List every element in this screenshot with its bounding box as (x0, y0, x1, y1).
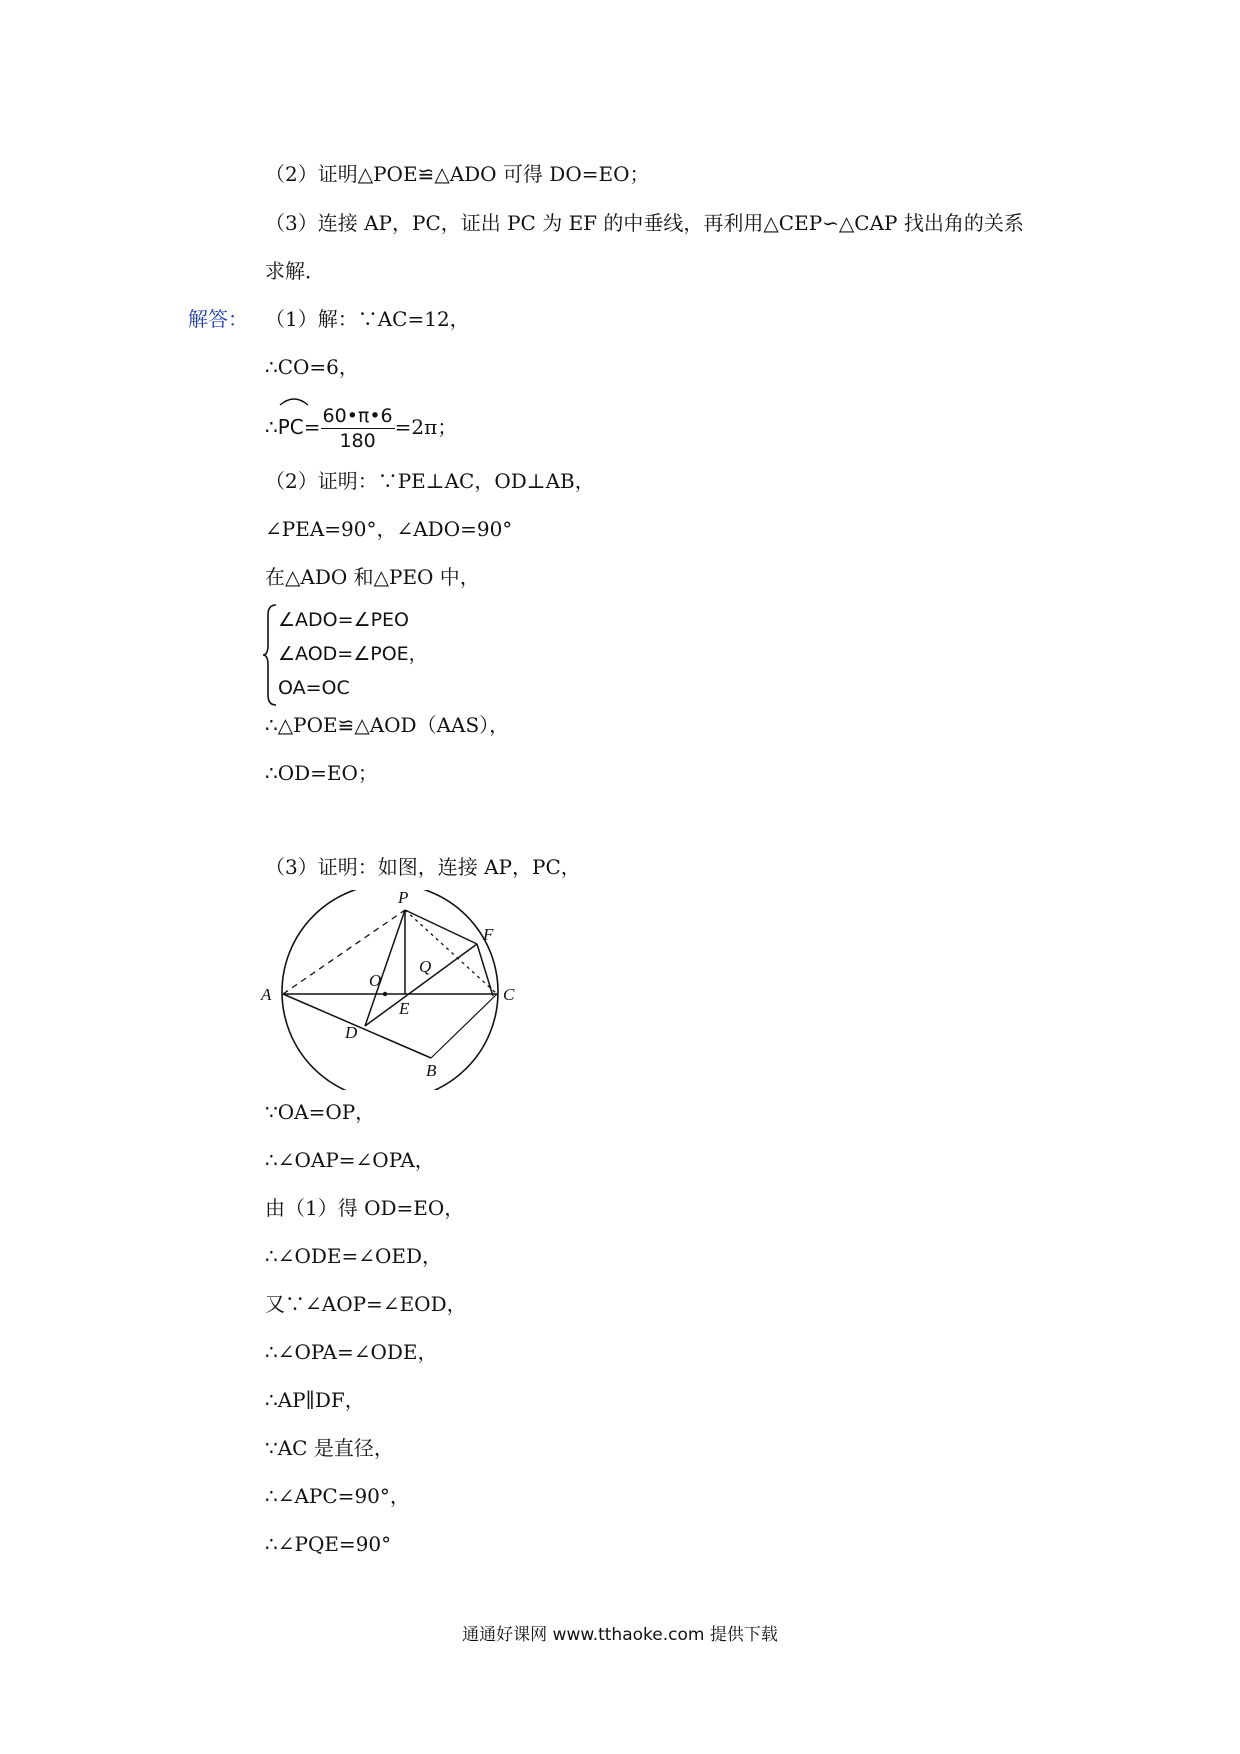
geometry-figure (255, 890, 515, 1090)
label-o: O (369, 971, 382, 990)
proof2-line-4: ∴△POE≌△AOD（AAS）， (265, 713, 510, 737)
analysis-line-3: （3）连接 AP，PC，证出 PC 为 EF 的中垂线，再利用△CEP∽△CAP 找出角的关系 (265, 211, 1024, 235)
equals-sign: = (303, 415, 321, 439)
proof2-line-1: （2）证明：∵PE⊥AC，OD⊥AB， (265, 469, 595, 493)
arc-length-formula (265, 402, 457, 453)
proof3-line-6: 又∵∠AOP=∠EOD， (265, 1292, 467, 1316)
proof3-line-9: ∵AC 是直径， (265, 1436, 394, 1460)
proof2-line-2: ∠PEA=90°，∠ADO=90° (265, 517, 513, 541)
therefore-symbol: ∴ (265, 415, 278, 439)
system-eq-3: OA=OC (278, 677, 350, 699)
label-f: F (483, 925, 494, 944)
proof3-line-5: ∴∠ODE=∠OED， (265, 1244, 443, 1268)
proof3-line-11: ∴∠PQE=90° (265, 1532, 392, 1556)
answer-line-2: ∴CO=6， (265, 355, 359, 379)
segment-bc (431, 994, 497, 1058)
fraction-numerator: 60•π•6 (322, 405, 393, 427)
label-p: P (398, 890, 409, 907)
proof2-line-3: 在△ADO 和△PEO 中， (265, 565, 480, 589)
answer-label: 解答： (188, 307, 248, 331)
arc-label: PC (277, 415, 304, 439)
analysis-line-3-cont: 求解． (265, 259, 325, 283)
fraction (321, 404, 395, 453)
answer-line-1: （1）解：∵AC=12， (265, 307, 470, 331)
proof3-line-8: ∴AP∥DF， (265, 1388, 365, 1412)
circle-o (282, 890, 498, 1090)
label-c: C (503, 985, 515, 1004)
analysis-line-2: （2）证明△POE≌△ADO 可得 DO=EO； (265, 162, 650, 186)
proof2-line-5: ∴OD=EO； (265, 761, 378, 785)
label-e: E (399, 999, 410, 1018)
segment-ap-dashed (283, 910, 405, 994)
footer-source: 通通好课网 www.tthaoke.com 提供下载 (462, 1625, 778, 1645)
proof3-line-10: ∴∠APC=90°， (265, 1484, 410, 1508)
proof3-line-1: （3）证明：如图，连接 AP，PC， (265, 855, 581, 879)
system-eq-1: ∠ADO=∠PEO (278, 609, 409, 631)
label-d: D (345, 1023, 358, 1042)
proof3-line-2: ∵OA=OP， (265, 1100, 376, 1124)
fraction-denominator: 180 (339, 430, 376, 452)
proof3-line-3: ∴∠OAP=∠OPA， (265, 1148, 435, 1172)
arc-result: =2π； (394, 415, 458, 439)
point-o (383, 992, 387, 996)
label-a: A (261, 985, 272, 1004)
proof3-line-4: 由（1）得 OD=EO， (265, 1196, 465, 1220)
label-b: B (426, 1061, 437, 1080)
arc-mark-icon (279, 396, 309, 406)
proof3-line-7: ∴∠OPA=∠ODE， (265, 1340, 438, 1364)
segment-pc-dashed (405, 910, 497, 994)
label-q: Q (419, 957, 432, 976)
arc-pc (278, 402, 304, 452)
left-brace-icon (262, 603, 278, 707)
equation-system (262, 603, 428, 705)
system-eq-2: ∠AOD=∠POE， (278, 643, 428, 665)
